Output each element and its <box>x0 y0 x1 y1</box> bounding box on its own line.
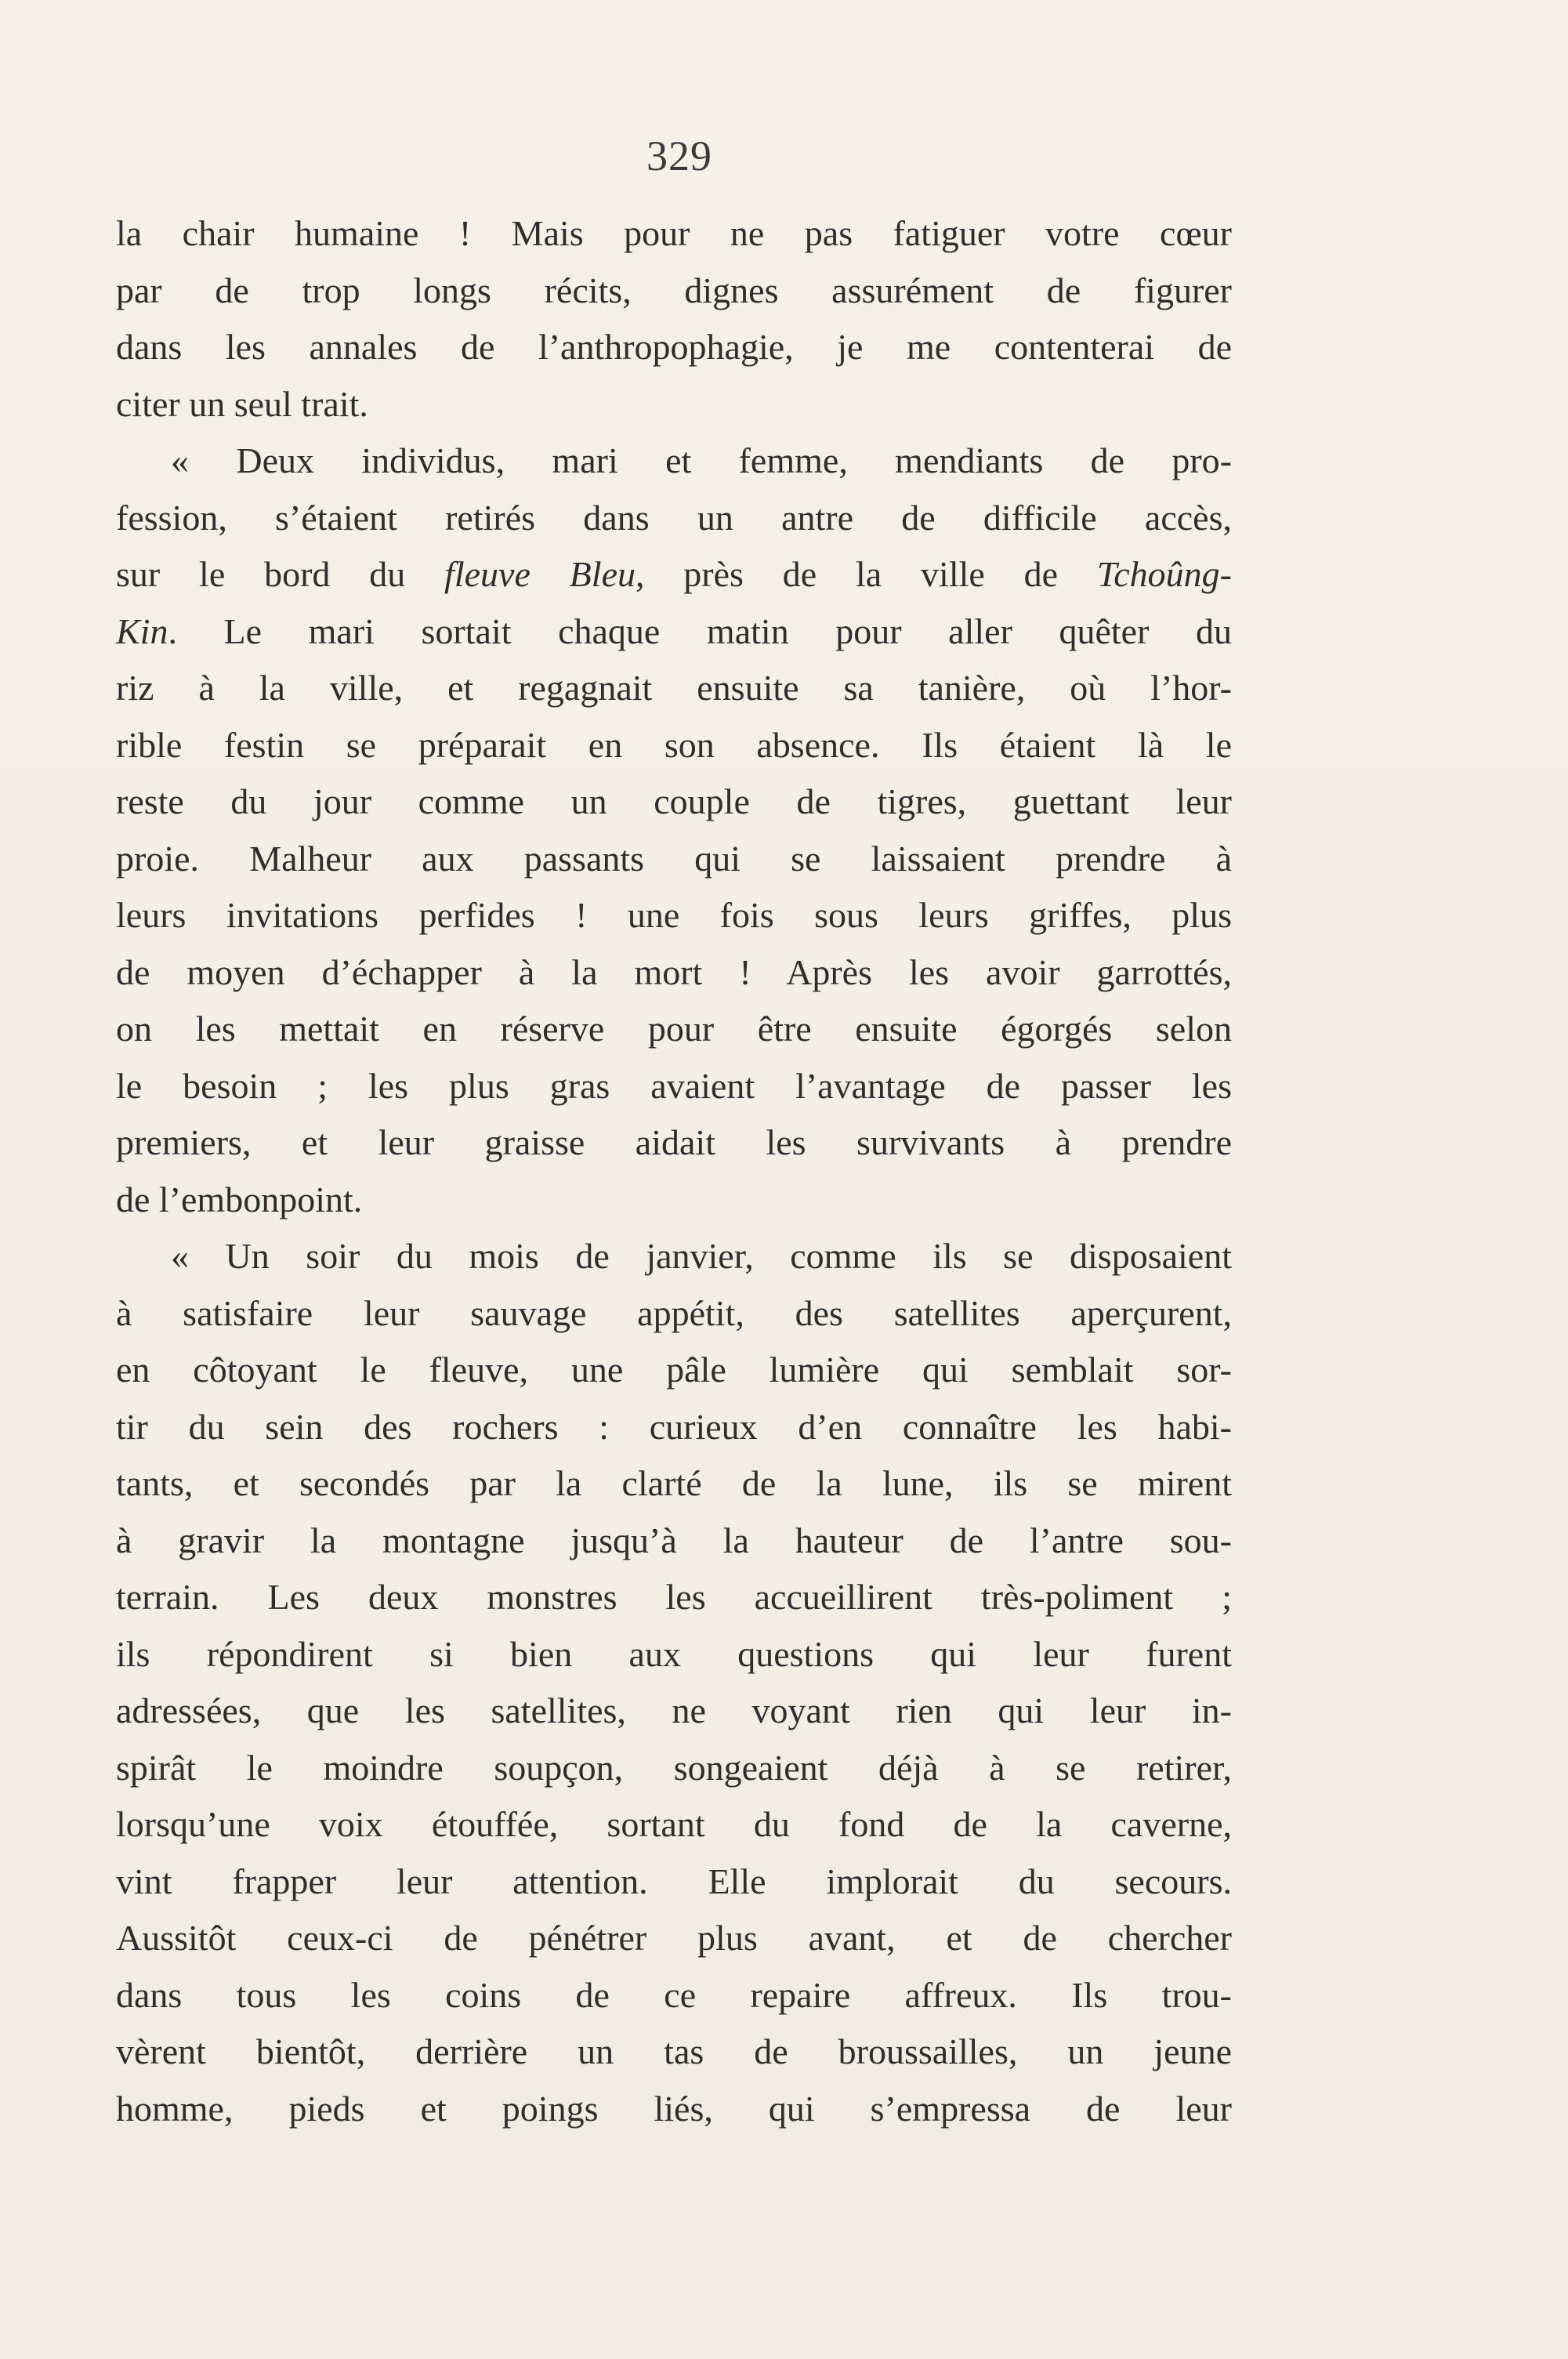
italic-text: Tchoûng- <box>1096 554 1232 594</box>
text-line: dans les annales de l’anthropophagie, je me contenterai de <box>116 327 1232 367</box>
page-number: 329 <box>646 132 712 179</box>
text-line: en côtoyant le fleuve, une pâle lumière qui semblait sor- <box>116 1350 1232 1390</box>
text-line: par de trop longs récits, dignes assurément de figurer <box>116 270 1232 310</box>
text-line: rible festin se préparait en son absence. Ils étaient là le <box>116 724 1232 765</box>
text-line: homme, pieds et poings liés, qui s’empressa de leur <box>116 2088 1232 2129</box>
text-line: reste du jour comme un couple de tigres, guettant leur <box>116 781 1232 821</box>
text-line: « Un soir du mois de janvier, comme ils se disposaient <box>171 1236 1232 1276</box>
text-segment: sur le bord du <box>116 554 445 594</box>
text-segment: , près de la ville de <box>635 554 1097 594</box>
text-line: fession, s’étaient retirés dans un antre de difficile accès, <box>116 497 1232 538</box>
text-line: à satisfaire leur sauvage appétit, des satellites aperçurent, <box>116 1292 1232 1333</box>
text-line: vèrent bientôt, derrière un tas de broussailles, un jeune <box>116 2031 1232 2071</box>
text-line <box>116 603 1232 661</box>
text-line: leurs invitations perfides ! une fois sous leurs griffes, plus <box>116 895 1232 935</box>
text-line: spirât le moindre soupçon, songeaient déjà à se retirer, <box>116 1747 1232 1788</box>
text-line: adressées, que les satellites, ne voyant rien qui leur in- <box>116 1690 1232 1730</box>
text-line: « Deux individus, mari et femme, mendiants de pro- <box>171 440 1232 480</box>
text-line: de moyen d’échapper à la mort ! Après les avoir garrottés, <box>116 951 1232 992</box>
text-segment: . Le mari sortait chaque matin pour aller quêter du <box>168 611 1232 651</box>
text-line: on les mettait en réserve pour être ensuite égorgés selon <box>116 1009 1232 1049</box>
text-line: premiers, et leur graisse aidait les survivants à prendre <box>116 1122 1232 1162</box>
text-line <box>116 546 1232 603</box>
text-line: la chair humaine ! Mais pour ne pas fatiguer votre cœur <box>116 213 1232 253</box>
text-line: terrain. Les deux monstres les accueillirent très-poliment ; <box>116 1577 1232 1617</box>
text-line: tants, et secondés par la clarté de la lune, ils se mirent <box>116 1463 1232 1503</box>
text-line: citer un seul trait. <box>116 383 368 424</box>
text-line: à gravir la montagne jusqu’à la hauteur de l’antre sou- <box>116 1520 1232 1560</box>
text-line: de l’embonpoint. <box>116 1179 363 1219</box>
text-line: proie. Malheur aux passants qui se laissaient prendre à <box>116 838 1232 879</box>
italic-text: fleuve Bleu <box>444 554 636 594</box>
italic-text: Kin <box>116 611 168 651</box>
text-line: ils répondirent si bien aux questions qui leur furent <box>116 1633 1232 1674</box>
text-line: Aussitôt ceux-ci de pénétrer plus avant, et de chercher <box>116 1918 1232 1958</box>
text-line: tir du sein des rochers : curieux d’en connaître les habi- <box>116 1406 1232 1447</box>
text-line: le besoin ; les plus gras avaient l’avantage de passer les <box>116 1065 1232 1106</box>
text-line: lorsqu’une voix étouffée, sortant du fond de la caverne, <box>116 1804 1232 1844</box>
text-line: dans tous les coins de ce repaire affreux. Ils trou- <box>116 1974 1232 2015</box>
text-line: vint frapper leur attention. Elle implorait du secours. <box>116 1861 1232 1901</box>
text-line: riz à la ville, et regagnait ensuite sa tanière, où l’hor- <box>116 668 1232 708</box>
body-text <box>116 205 1232 2137</box>
